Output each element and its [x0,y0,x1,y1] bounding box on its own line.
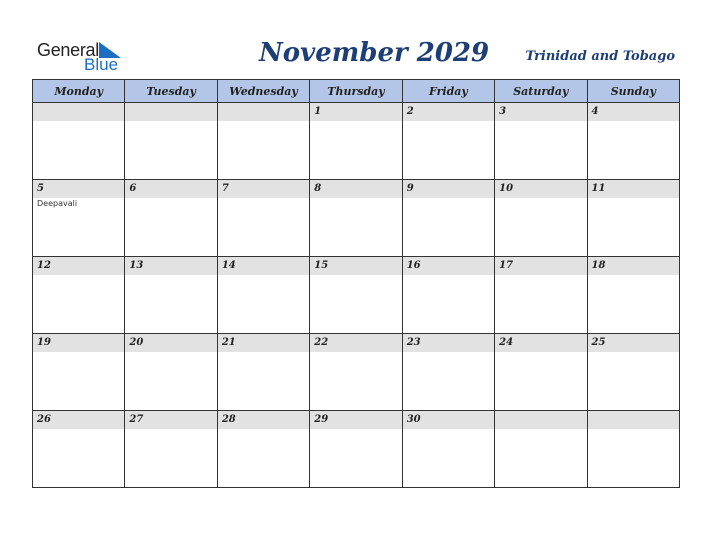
day-number: 19 [33,334,124,352]
day-number: 5 [33,180,124,198]
day-cell [495,103,587,180]
day-cell [217,257,309,334]
day-cell [587,257,679,334]
day-number: 22 [310,334,401,352]
weekday-header: Monday [33,80,125,103]
day-cell [125,334,217,411]
day-cell [402,411,494,488]
day-cell [402,103,494,180]
day-number: 4 [588,103,679,121]
calendar-grid [32,79,680,488]
day-cell [587,180,679,257]
day-cell [125,257,217,334]
day-cell [495,334,587,411]
weekday-header: Saturday [495,80,587,103]
day-number: 13 [125,257,216,275]
day-number [495,411,586,429]
day-number: 3 [495,103,586,121]
day-number: 11 [588,180,679,198]
weekday-header: Sunday [587,80,679,103]
logo-general-text: General [37,40,99,60]
day-number: 30 [403,411,494,429]
day-cell [217,334,309,411]
day-number: 14 [218,257,309,275]
day-number: 12 [33,257,124,275]
week-row [33,411,680,488]
day-number: 27 [125,411,216,429]
week-row [33,334,680,411]
weekday-header: Thursday [310,80,402,103]
day-number: 2 [403,103,494,121]
day-cell [310,411,402,488]
day-number: 29 [310,411,401,429]
day-number: 8 [310,180,401,198]
day-cell [33,411,125,488]
day-cell [587,103,679,180]
day-cell [310,103,402,180]
page-title: November 2029 [259,38,490,68]
day-number: 1 [310,103,401,121]
day-number: 7 [218,180,309,198]
day-cell [125,411,217,488]
day-cell [587,334,679,411]
day-cell [310,257,402,334]
day-cell [125,103,217,180]
day-number [33,103,124,121]
day-number: 28 [218,411,309,429]
day-cell [402,180,494,257]
weekday-header: Tuesday [125,80,217,103]
day-cell [217,411,309,488]
day-cell [310,180,402,257]
day-number: 20 [125,334,216,352]
day-number: 24 [495,334,586,352]
day-cell [217,180,309,257]
day-number: 16 [403,257,494,275]
day-number [125,103,216,121]
day-number: 9 [403,180,494,198]
logo-blue-text: Blue [84,55,119,74]
logo [37,40,127,74]
day-cell [495,180,587,257]
week-row [33,180,680,257]
weekday-header: Wednesday [217,80,309,103]
holiday-label: Deepavali [37,199,78,208]
day-cell [33,334,125,411]
day-number: 26 [33,411,124,429]
day-number: 21 [218,334,309,352]
day-number: 25 [588,334,679,352]
day-cell [495,257,587,334]
day-cell [33,257,125,334]
week-row [33,257,680,334]
day-cell [495,411,587,488]
day-cell [402,257,494,334]
day-cell [125,180,217,257]
day-number: 23 [403,334,494,352]
day-number: 15 [310,257,401,275]
day-number [218,103,309,121]
day-cell [33,180,125,257]
day-cell [402,334,494,411]
day-cell [587,411,679,488]
day-number [588,411,679,429]
day-number: 17 [495,257,586,275]
day-number: 18 [588,257,679,275]
day-cell [310,334,402,411]
day-cell [217,103,309,180]
country-label: Trinidad and Tobago [525,49,675,64]
weekday-header: Friday [402,80,494,103]
day-number: 10 [495,180,586,198]
week-row [33,103,680,180]
day-cell [33,103,125,180]
day-number: 6 [125,180,216,198]
weekday-header-row [33,80,680,103]
